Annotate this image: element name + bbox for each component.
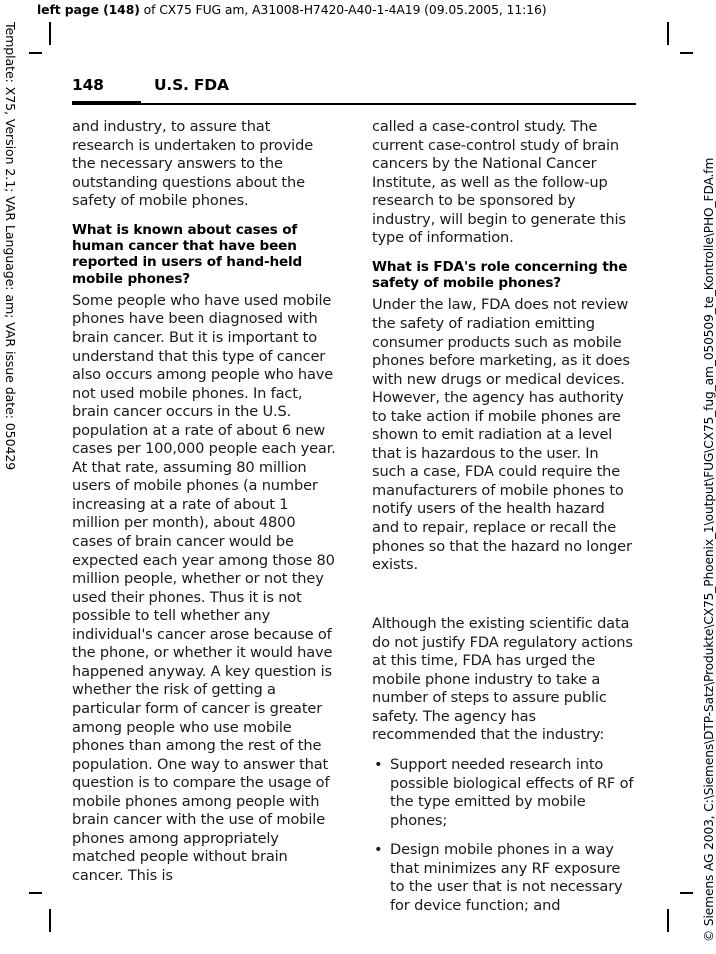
paragraph: Although the existing scientific data do not justify FDA regulatory actions at this time, FDA has urged the mobile phone industry to take a number of steps to assure public safety. The agency has recommended that the industry: [372,615,633,744]
list-item [372,841,636,915]
print-header [37,2,546,17]
running-title: U.S. FDA [154,76,229,94]
body-columns [72,118,636,914]
recommendation-list [372,756,636,915]
paragraph: Some people who have used mobile phones have been diagnosed with brain cancer. But it is important to understand that this type of cancer also occurs among people who have not used mobile phones. In fact, brain cancer occurs in the U.S. population at a rate of about 6 new cases per 100,000 people each year. At that rate, assuming 80 million users of mobile phones (a number increasing at a rate of about 1 million per month), about 4800 cases of brain cancer would be expected each year among those 80 million people, whether or not they used their phones. Thus it is not possible to tell whether any individual's cancer arose because of the phone, or whether it would have happened anyway. A key question is whether the risk of getting a particular form of cancer is greater among people who use mobile phones than among the rest of the population. One way to answer that question is to compare the usage of mobile phones among people with brain cancer with the use of mobile phones among appropriately matched people without brain cancer. This is [72,291,336,884]
bullet-icon: • [374,756,383,773]
page-number: 148 [72,76,104,94]
crop-mark-top-right-vertical [667,22,669,45]
crop-mark-top-right-horizontal [680,52,693,54]
paragraph: and industry, to assure that research is undertaken to provide the necessary answers to the outstanding questions about the safety of mobile phones. [72,118,314,210]
paragraph: called a case-control study. The current case-control study of brain cancers by the National Cancer Institute, as well as the follow-up research to be sponsored by industry, will begin to generate this type of information. [372,118,626,247]
print-header-page-label: left page (148) [37,2,140,17]
crop-mark-top-left-vertical [49,22,51,45]
header-rule-thin [141,103,636,105]
crop-mark-bottom-right-horizontal [680,892,693,894]
crop-mark-bottom-left-horizontal [29,892,42,894]
left-margin-template-note: Template: X75, Version 2.1; VAR Language: am; VAR issue date: 050429 [3,22,18,471]
column-left [72,118,336,896]
bullet-icon: • [374,841,383,859]
list-item-text: Design mobile phones in a way that minimizes any RF exposure to the user that is not necessary for device function; and [390,841,623,914]
paragraph: Under the law, FDA does not review the safety of radiation emitting consumer products such as mobile phones before marketing, as it does with new drugs or medical devices. However, the agency has authority to take action if mobile phones are shown to emit radiation at a level that is hazardous to the user. In such a case, FDA could require the manufacturers of mobile phones to notify users of the health hazard and to repair, replace or recall the phones so that the hazard no longer exists. [372,296,632,574]
list-item-text: Support needed research into possible biological effects of RF of the type emitted by mobile phones; [390,756,634,829]
list-item [372,756,636,830]
crop-mark-bottom-right-vertical [667,909,669,932]
right-margin-file-path-note: © Siemens AG 2003, C:\Siemens\DTP-Satz\Produkte\CX75_Phoenix_1\output\FUG\CX75_fug_am_050509_te_Kontrolle\PHO_FDA.fm [702,157,716,942]
column-right [372,118,636,926]
page-header [72,76,636,106]
question-heading: What is FDA's role concerning the safety of mobile phones? [372,258,628,292]
question-heading: What is known about cases of human cancer that have been reported in users of hand-held mobile phones? [72,221,303,287]
crop-mark-bottom-left-vertical [49,909,51,932]
paragraph-spacer [372,586,636,605]
crop-mark-top-left-horizontal [29,52,42,54]
header-rule-thick [72,101,141,105]
print-header-details: of CX75 FUG am, A31008-H7420-A40-1-4A19 (09.05.2005, 11:16) [139,2,547,17]
